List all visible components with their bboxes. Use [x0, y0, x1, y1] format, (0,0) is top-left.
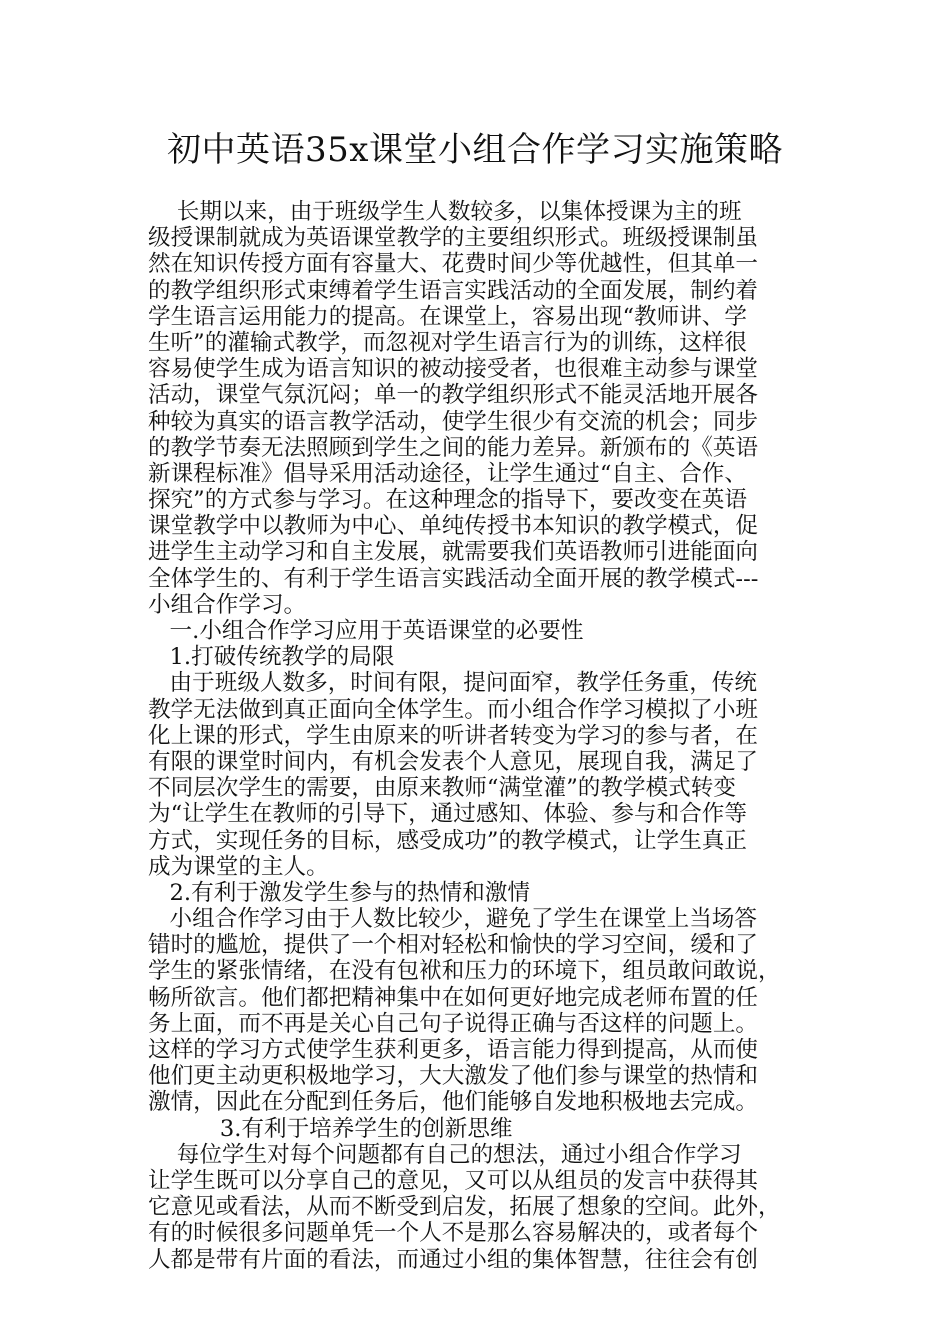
text-line: 探究”的方式参与学习。在这种理念的指导下，要改变在英语: [148, 487, 747, 514]
paragraph-intro: [148, 199, 804, 618]
text-line: 成为课堂的主人。: [148, 853, 329, 880]
text-line: 的教学节奏无法照顾到学生之间的能力差异。新颁布的《英语: [148, 434, 759, 461]
paragraph-1-2: [148, 906, 804, 1116]
paragraph-1-1: [148, 670, 804, 880]
text-line: 务上面，而不再是关心自己句子说得正确与否这样的问题上。: [148, 1010, 759, 1037]
text-line: 方式，实现任务的目标，感受成功”的教学模式，让学生真正: [148, 827, 747, 854]
text-line: 进学生主动学习和自主发展，就需要我们英语教师引进能面向: [148, 539, 759, 566]
text-line: 为“让学生在教师的引导下，通过感知、体验、参与和合作等: [148, 801, 747, 828]
text-line: 新课程标准》倡导采用活动途径，让学生通过“自主、合作、: [148, 460, 747, 487]
text-line: 由于班级人数多，时间有限，提问面窄，教学任务重，传统: [148, 670, 757, 697]
text-line: 畅所欲言。他们都把精神集中在如何更好地完成老师布置的任: [148, 984, 759, 1011]
text-line: 不同层次学生的需要，由原来教师“满堂灌”的教学模式转变: [148, 775, 736, 802]
text-line: 生听”的灌输式教学，而忽视对学生语言行为的训练，这样很: [148, 329, 747, 356]
text-line: 长期以来，由于班级学生人数较多，以集体授课为主的班: [148, 199, 742, 225]
text-line: 然在知识传授方面有容量大、花费时间少等优越性，但其单一: [148, 251, 759, 278]
text-line: 有限的课堂时间内，有机会发表个人意见，展现自我，满足了: [148, 748, 759, 775]
text-line: 化上课的形式，学生由原来的听讲者转变为学习的参与者，在: [148, 722, 759, 749]
text-line: 每位学生对每个问题都有自己的想法，通过小组合作学习: [148, 1141, 742, 1168]
text-line: 全体学生的、有利于学生语言实践活动全面开展的教学模式---: [148, 565, 759, 592]
text-line: 小组合作学习由于人数比较少，避免了学生在课堂上当场答: [148, 906, 757, 933]
text-line: 这样的学习方式使学生获利更多，语言能力得到提高，从而使: [148, 1037, 759, 1063]
text-line: 活动，课堂气氛沉闷；单一的教学组织形式不能灵活地开展各: [148, 382, 759, 409]
text-line: 的教学组织形式束缚着学生语言实践活动的全面发展，制约着: [148, 277, 759, 304]
document-title: 初中英语35x课堂小组合作学习实施策略: [167, 130, 783, 170]
subsection-heading-1-2: 2.有利于激发学生参与的热情和激情: [148, 879, 531, 906]
document-body: [148, 199, 804, 1273]
text-line: 容易使学生成为语言知识的被动接受者，也很难主动参与课堂: [148, 356, 759, 383]
subsection-heading-1-1: 1.打破传统教学的局限: [148, 644, 395, 671]
text-line: 它意见或看法，从而不断受到启发，拓展了想象的空间。此外，: [148, 1194, 781, 1221]
paragraph-1-3: [148, 1142, 804, 1273]
text-line: 学生语言运用能力的提高。在课堂上，容易出现“教师讲、学: [148, 303, 747, 330]
text-line: 种较为真实的语言教学活动，使学生很少有交流的机会；同步: [148, 408, 759, 435]
section-heading-1: 一.小组合作学习应用于英语课堂的必要性: [148, 618, 584, 644]
text-line: 错时的尴尬，提供了一个相对轻松和愉快的学习空间，缓和了: [148, 932, 759, 959]
text-line: 课堂教学中以教师为中心、单纯传授书本知识的教学模式，促: [148, 513, 759, 540]
text-line: 激情，因此在分配到任务后，他们能够自发地积极地去完成。: [148, 1089, 759, 1116]
text-line: 小组合作学习。: [148, 591, 307, 618]
text-line: 人都是带有片面的看法，而通过小组的集体智慧，往往会有创: [148, 1246, 759, 1273]
text-line: 让学生既可以分享自己的意见，又可以从组员的发言中获得其: [148, 1167, 759, 1194]
text-line: 有的时候很多问题单凭一个人不是那么容易解决的，或者每个: [148, 1220, 759, 1247]
subsection-heading-1-3: 3.有利于培养学生的创新思维: [148, 1115, 513, 1142]
text-line: 教学无法做到真正面向全体学生。而小组合作学习模拟了小班: [148, 696, 759, 723]
text-line: 级授课制就成为英语课堂教学的主要组织形式。班级授课制虽: [148, 225, 759, 252]
text-line: 学生的紧张情绪，在没有包袱和压力的环境下，组员敢问敢说，: [148, 958, 781, 985]
text-line: 他们更主动更积极地学习，大大激发了他们参与课堂的热情和: [148, 1063, 759, 1090]
